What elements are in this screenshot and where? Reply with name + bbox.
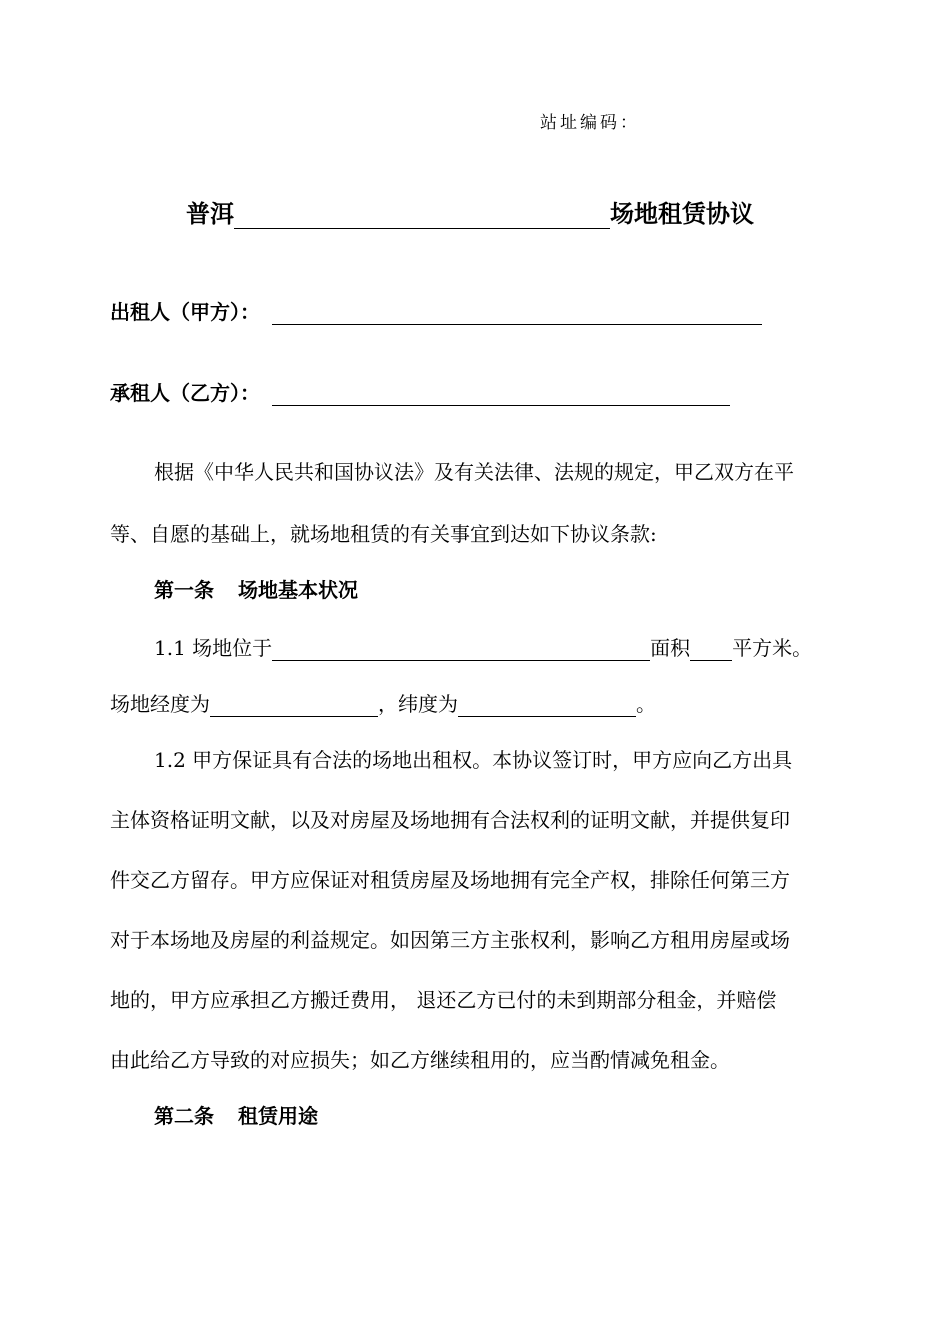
site-code-label: 站址编码： <box>540 113 640 133</box>
article-2-heading <box>154 1100 318 1129</box>
clause-1-2-line-6: 由此给乙方导致的对应损失；如乙方继续租用的，应当酌情减免租金。 <box>110 1048 730 1072</box>
article-2-number: 第二条 <box>154 1104 214 1128</box>
article-1-title: 场地基本状况 <box>238 578 358 602</box>
lessor-blank[interactable] <box>272 302 762 325</box>
lessor-label: 出租人（甲方）： <box>110 300 260 324</box>
clause-1-2-line-3: 件交乙方留存。甲方应保证对租赁房屋及场地拥有完全产权，排除任何第三方 <box>110 868 790 892</box>
article-1-heading <box>154 574 358 603</box>
lessee-blank[interactable] <box>272 383 730 406</box>
clause-1-2-line-4: 对于本场地及房屋的利益规定。如因第三方主张权利，影响乙方租用房屋或场 <box>110 928 790 952</box>
title-suffix: 场地租赁协议 <box>610 199 754 228</box>
clause-1-1-end: 。 <box>636 692 656 716</box>
article-1-number: 第一条 <box>154 578 214 602</box>
lessor-row <box>110 296 762 325</box>
area-label: 面积 <box>650 636 691 660</box>
article-2-title: 租赁用途 <box>238 1104 318 1128</box>
latitude-label: ，纬度为 <box>378 692 458 716</box>
lessee-row <box>110 377 730 406</box>
area-blank[interactable] <box>690 638 732 661</box>
clause-1-1-prefix: 1.1 场地位于 <box>154 636 273 660</box>
latitude-blank[interactable] <box>458 694 636 717</box>
title-prefix: 普洱 <box>186 199 234 228</box>
lessee-label: 承租人（乙方）： <box>110 381 260 405</box>
longitude-blank[interactable] <box>210 694 378 717</box>
longitude-label: 场地经度为 <box>110 692 210 716</box>
area-unit: 平方米。 <box>732 636 813 660</box>
preamble-line-1: 根据《中华人民共和国协议法》及有关法律、法规的规定，甲乙双方在平 <box>154 460 794 484</box>
clause-1-1-line-2 <box>110 688 656 717</box>
clause-1-1-line-1 <box>154 632 812 661</box>
clause-1-2-line-2: 主体资格证明文献，以及对房屋及场地拥有合法权利的证明文献，并提供复印 <box>110 808 790 832</box>
title-blank[interactable] <box>234 206 610 229</box>
clause-1-2-line-1: 1.2 甲方保证具有合法的场地出租权。本协议签订时，甲方应向乙方出具 <box>154 748 793 772</box>
location-blank[interactable] <box>272 638 650 661</box>
preamble-line-2: 等、自愿的基础上，就场地租赁的有关事宜到达如下协议条款: <box>110 522 657 546</box>
document-title <box>186 194 754 229</box>
clause-1-2-line-5: 地的，甲方应承担乙方搬迁费用， 退还乙方已付的未到期部分租金，并赔偿 <box>110 988 777 1012</box>
